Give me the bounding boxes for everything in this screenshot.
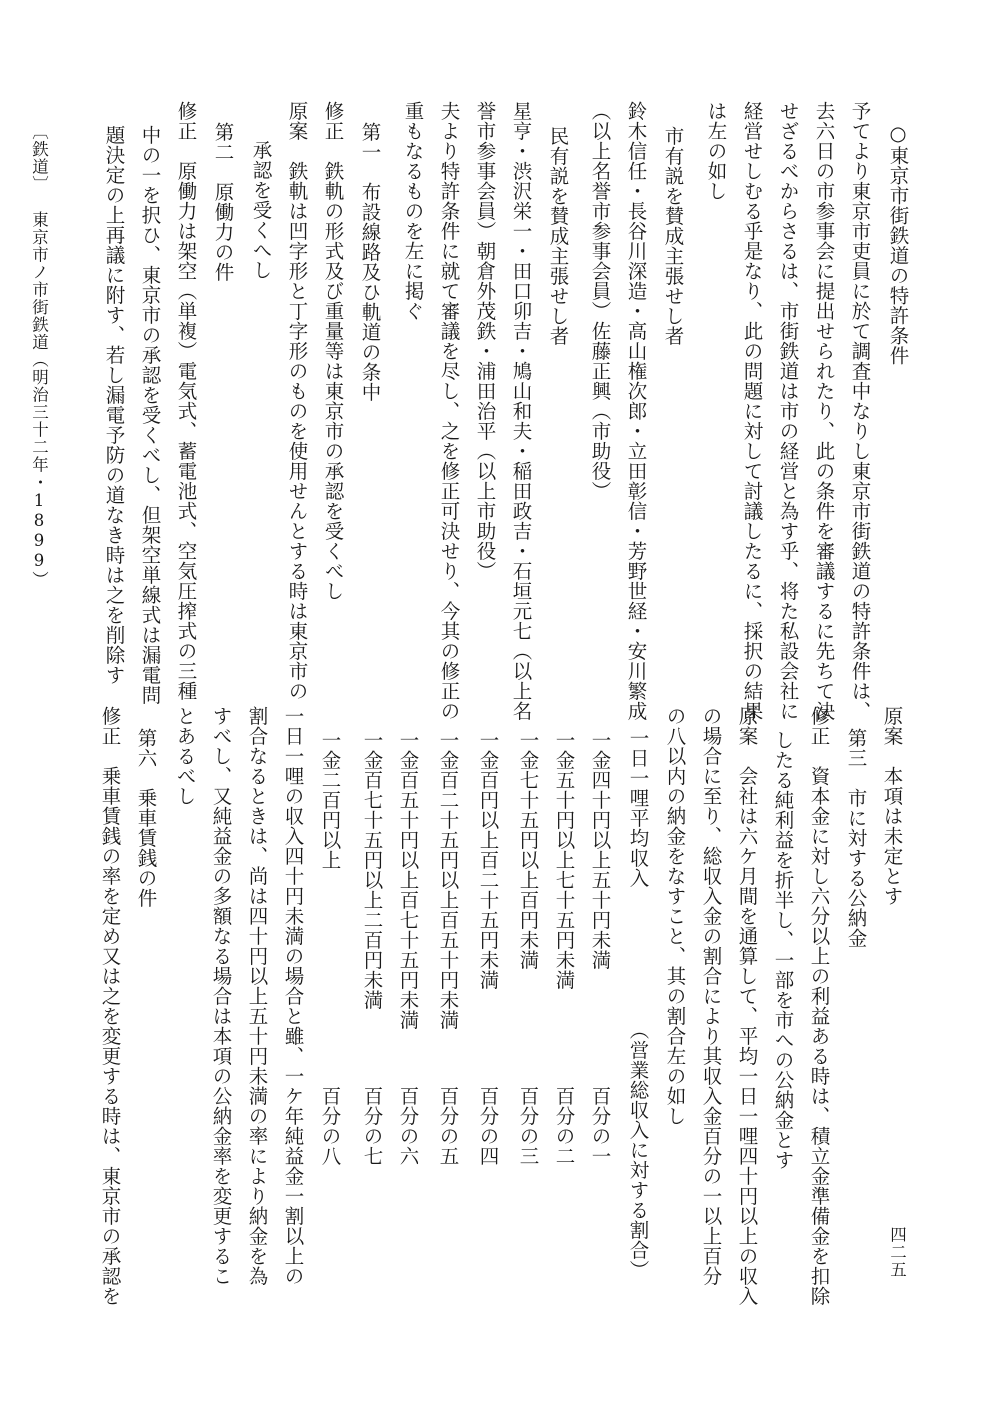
- table-row-income: 一金四十円以上五十円未満: [588, 730, 612, 970]
- body-line: 予てより東京市吏員に於て調査中なりし東京市街鉄道の特許条件は、: [848, 101, 872, 721]
- body-line: すべし、又純益金の多額なる場合は本項の公納金率を変更するこ: [209, 706, 233, 1286]
- body-line: 夫より特許条件に就て審議を尽し、之を修正可決せり、今其の修正の: [437, 101, 461, 721]
- body-line: （以上名誉市参事会員）佐藤正興（市助役）: [588, 101, 612, 501]
- article-title: ○東京市街鉄道の特許条件: [886, 122, 910, 366]
- body-line: 修正 乗車賃銭の率を定め又は之を変更する時は、東京市の承認を: [98, 706, 122, 1306]
- body-line: したる純利益を折半し、一部を市への公納金とす: [771, 730, 795, 1170]
- item-heading: 第三 市に対する公納金: [844, 728, 868, 948]
- body-line: 去六日の市参事会に提出せられたり、此の条件を審議するに先ちて決: [812, 101, 836, 721]
- item-heading: 第一 布設線路及ひ軌道の条中: [358, 122, 382, 402]
- body-line: の場合に至り、総収入金の割合により其収入金百分の一以上百分: [699, 706, 723, 1286]
- body-line: 題決定の上再議に附す、若し漏電予防の道なき時は之を削除す: [102, 125, 126, 685]
- table-row-income: 一金二百円以上: [318, 730, 342, 870]
- table-header-rate: （営業総収入に対する割合）: [626, 1020, 650, 1280]
- body-line: 修正 資本金に対し六分以上の利益ある時は、積立金準備金を扣除: [807, 706, 831, 1306]
- table-row-income: 一金百五十円以上百七十五円未満: [396, 730, 420, 1030]
- body-line: 承認を受くへし: [249, 140, 273, 280]
- table-row-rate: 百分の四: [476, 1086, 500, 1166]
- body-line: 割合なるときは、尚は四十円以上五十円未満の率により納金を為: [245, 706, 269, 1286]
- body-line: 鈴木信任・長谷川深造・高山権次郎・立田彰信・芳野世経・安川繁成: [624, 101, 648, 721]
- body-line: 修正 鉄軌の形式及び重量等は東京市の承認を受くべし: [321, 101, 345, 601]
- subheading-private-ownership: 民有説を賛成主張せし者: [546, 126, 570, 346]
- body-line: 原案 本項は未定とす: [880, 706, 904, 906]
- table-row-income: 一金五十円以上七十五円未満: [552, 730, 576, 990]
- body-line: 星亨・渋沢栄一・田口卯吉・鳩山和夫・稲田政吉・石垣元七（以上名: [509, 101, 533, 721]
- section-label: 〔鉄道〕: [29, 123, 49, 193]
- body-line: は左の如し: [704, 101, 728, 201]
- table-row-income: 一金七十五円以上百円未満: [516, 730, 540, 970]
- item-heading: 第二 原働力の件: [211, 122, 235, 282]
- item-heading: 第六 乗車賃銭の件: [134, 728, 158, 908]
- body-line: の八以内の納金をなすこと、其の割合左の如し: [663, 706, 687, 1126]
- table-row-income: 一金百七十五円以上二百円未満: [360, 730, 384, 1010]
- body-line: 原案 会社は六ケ月間を通算して、平均一日一哩四十円以上の収入: [735, 706, 759, 1306]
- table-row-rate: 百分の二: [552, 1086, 576, 1166]
- body-line: せざるべからさるは、市街鉄道は市の経営と為す乎、将た私設会社に: [776, 101, 800, 721]
- page-number: 四二五: [887, 1226, 907, 1279]
- subheading-public-ownership: 市有説を賛成主張せし者: [661, 126, 685, 346]
- body-line: 中の一を択ひ、東京市の承認を受くべし、但架空単線式は漏電問: [138, 125, 162, 705]
- body-line: とあるべし: [173, 706, 197, 806]
- table-row-rate: 百分の八: [318, 1086, 342, 1166]
- body-line: 誉市参事会員）朝倉外茂鉄・浦田治平（以上市助役）: [473, 101, 497, 581]
- table-row-income: 一金百円以上百二十五円未満: [476, 730, 500, 990]
- body-line: 一日一哩の収入四十円未満の場合と雖、一ケ年純益金一割以上の: [281, 706, 305, 1286]
- table-row-rate: 百分の六: [396, 1086, 420, 1166]
- body-line: 重もなるものを左に掲ぐ: [401, 101, 425, 321]
- table-row-rate: 百分の五: [436, 1086, 460, 1166]
- table-header-income: 一日一哩平均収入: [626, 728, 650, 888]
- body-line: 修正 原働力は架空（単複）電気式、蓄電池式、空気圧搾式の三種: [174, 101, 198, 701]
- body-line: 原案 鉄軌は凹字形と丁字形のものを使用せんとする時は東京市の: [285, 101, 309, 701]
- table-row-rate: 百分の七: [360, 1086, 384, 1166]
- table-row-income: 一金百二十五円以上百五十円未満: [436, 730, 460, 1030]
- body-line: 経営せしむる乎是なり、此の問題に対して討議したるに、採択の結果: [740, 101, 764, 721]
- source-citation: 東京市ノ市街鉄道（明治三十二年・1899）: [29, 211, 49, 589]
- table-row-rate: 百分の一: [588, 1086, 612, 1166]
- table-row-rate: 百分の三: [516, 1086, 540, 1166]
